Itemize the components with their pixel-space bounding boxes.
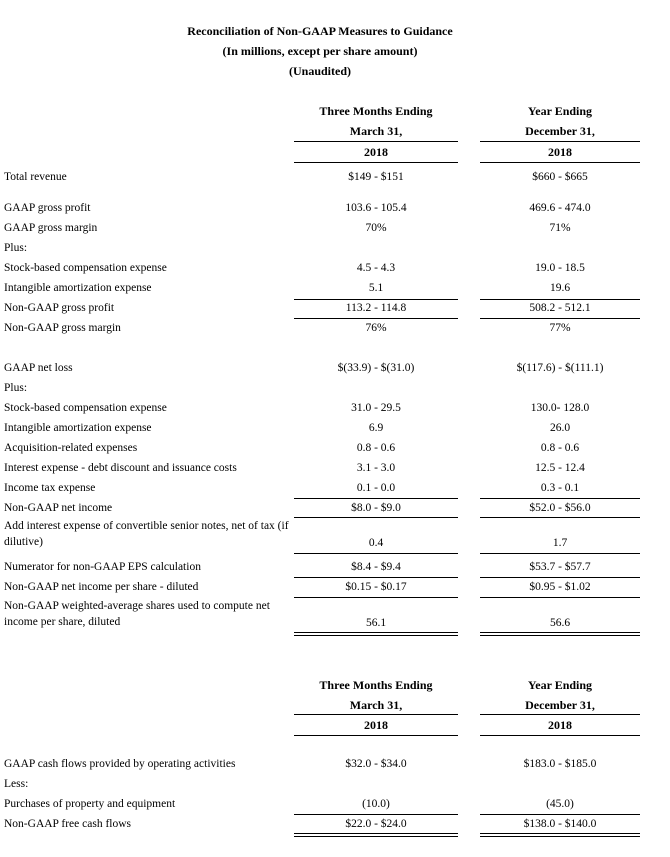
cash-row-value-q1: $32.0 - $34.0 [345, 758, 407, 770]
total-rule [480, 597, 640, 598]
report-title: Reconciliation of Non-GAAP Measures to Guidance [187, 24, 453, 38]
row-value-year: 469.6 - 474.0 [529, 202, 591, 214]
subtotal-rule [480, 498, 640, 499]
row-label: Stock-based compensation expense [4, 262, 167, 274]
row-label: Add interest expense of convertible senior notes, net of tax (if dilutive) [4, 520, 289, 548]
col1-header-rule [294, 141, 458, 142]
row-value-year: $52.0 - $56.0 [529, 502, 591, 514]
row-value-q1: 76% [365, 322, 387, 334]
col1-header-rule [294, 714, 458, 715]
row-value-year: 130.0- 128.0 [530, 402, 590, 414]
double-rule [294, 833, 458, 834]
row-value-q1: $(33.9) - $(31.0) [337, 362, 415, 374]
cash-row-value-year: $183.0 - $185.0 [523, 758, 597, 770]
col1-header-year: 2018 [364, 718, 388, 732]
row-value-year: $660 - $665 [532, 171, 588, 183]
col2-header-line2: December 31, [525, 124, 595, 138]
row-label: Non-GAAP net income per share - diluted [4, 581, 199, 593]
col1-header-underline [294, 162, 458, 163]
report-unaudited-note: (Unaudited) [288, 64, 351, 78]
col1-header-year: 2018 [364, 145, 388, 159]
row-value-year: 0.3 - 0.1 [540, 482, 580, 494]
double-rule [480, 632, 640, 633]
col2-header-rule [480, 141, 640, 142]
total-rule [480, 577, 640, 578]
row-value-year: 77% [549, 322, 571, 334]
row-value-q1: 31.0 - 29.5 [351, 402, 401, 414]
row-label: Income tax expense [4, 482, 96, 494]
double-rule [480, 833, 640, 834]
cash-row-label: GAAP cash flows provided by operating activities [4, 758, 236, 770]
row-value-q1: 0.8 - 0.6 [356, 442, 396, 454]
row-label: Intangible amortization expense [4, 422, 152, 434]
row-value-year: $53.7 - $57.7 [529, 561, 591, 573]
row-label: Stock-based compensation expense [4, 402, 167, 414]
total-rule [294, 517, 458, 518]
subtotal-rule [294, 553, 458, 554]
cash-row-label: Purchases of property and equipment [4, 798, 176, 810]
subtotal-rule [480, 553, 640, 554]
cash-row-value-q1: (10.0) [362, 798, 390, 810]
row-value-q1: 4.5 - 4.3 [356, 262, 396, 274]
row-value-q1: $0.15 - $0.17 [345, 581, 407, 593]
col1-header-line1: Three Months Ending [319, 104, 433, 118]
total-rule [480, 517, 640, 518]
row-label: Intangible amortization expense [4, 282, 152, 294]
row-label: Non-GAAP net income [4, 502, 113, 514]
col1-header-line2: March 31, [349, 124, 403, 138]
total-rule [294, 597, 458, 598]
row-value-q1: 6.9 [368, 422, 384, 434]
row-value-year: $(117.6) - $(111.1) [516, 362, 604, 374]
row-value-q1: 0.1 - 0.0 [356, 482, 396, 494]
col2-header-line2: December 31, [525, 698, 595, 712]
col1-header-underline [294, 735, 458, 736]
subtotal-rule [294, 814, 458, 815]
subtotal-rule [294, 498, 458, 499]
row-label: GAAP net loss [4, 362, 73, 374]
col2-header-underline [480, 735, 640, 736]
row-label: Non-GAAP weighted-average shares used to compute net income per share, diluted [4, 600, 270, 628]
row-label: Plus: [4, 242, 28, 254]
total-rule [294, 577, 458, 578]
row-label: GAAP gross profit [4, 202, 91, 214]
row-label: GAAP gross margin [4, 222, 98, 234]
col2-header-year: 2018 [548, 145, 572, 159]
col2-header-line1: Year Ending [527, 678, 593, 692]
row-value-year: 12.5 - 12.4 [535, 462, 585, 474]
cash-row-label: Less: [4, 778, 29, 790]
row-value-q1: 3.1 - 3.0 [356, 462, 396, 474]
row-value-year: 19.6 [549, 282, 571, 294]
row-label: Plus: [4, 382, 28, 394]
row-value-q1: $8.4 - $9.4 [351, 561, 401, 573]
row-label: Acquisition-related expenses [4, 442, 138, 454]
double-rule [480, 635, 640, 636]
row-value-q1: 70% [365, 222, 387, 234]
col1-header-line2: March 31, [349, 698, 403, 712]
row-value-year: 26.0 [549, 422, 571, 434]
row-label: Interest expense - debt discount and issuance costs [4, 462, 237, 474]
subtotal-rule [294, 299, 458, 300]
cash-row-value-year: (45.0) [546, 798, 574, 810]
row-label: Total revenue [4, 171, 67, 183]
double-rule [294, 635, 458, 636]
row-label: Numerator for non-GAAP EPS calculation [4, 561, 201, 573]
row-label: Non-GAAP gross profit [4, 302, 115, 314]
subtotal-rule [480, 814, 640, 815]
cash-row-value-year: $138.0 - $140.0 [523, 818, 597, 830]
row-value-year: 0.8 - 0.6 [540, 442, 580, 454]
row-value-year: $0.95 - $1.02 [529, 581, 591, 593]
row-value-year: 71% [549, 222, 571, 234]
total-rule [480, 318, 640, 319]
subtotal-rule [480, 299, 640, 300]
row-value-year: 508.2 - 512.1 [529, 302, 591, 314]
row-value-year: 1.7 [552, 537, 568, 549]
double-rule [294, 836, 458, 837]
row-value-q1: $149 - $151 [348, 171, 404, 183]
col2-header-line1: Year Ending [527, 104, 593, 118]
row-value-year: 56.6 [549, 617, 571, 629]
row-value-q1: 103.6 - 105.4 [345, 202, 407, 214]
col2-header-underline [480, 162, 640, 163]
report-subtitle: (In millions, except per share amount) [222, 44, 418, 58]
col2-header-year: 2018 [548, 718, 572, 732]
col1-header-line1: Three Months Ending [319, 678, 433, 692]
row-value-q1: 0.4 [368, 537, 384, 549]
row-value-q1: 56.1 [365, 617, 387, 629]
row-label: Non-GAAP gross margin [4, 322, 121, 334]
col2-header-rule [480, 714, 640, 715]
cash-row-value-q1: $22.0 - $24.0 [345, 818, 407, 830]
row-value-year: 19.0 - 18.5 [535, 262, 585, 274]
row-value-q1: $8.0 - $9.0 [351, 502, 401, 514]
cash-row-label: Non-GAAP free cash flows [4, 818, 131, 830]
row-value-q1: 5.1 [368, 282, 384, 294]
row-value-q1: 113.2 - 114.8 [345, 302, 407, 314]
total-rule [294, 318, 458, 319]
double-rule [480, 836, 640, 837]
double-rule [294, 632, 458, 633]
